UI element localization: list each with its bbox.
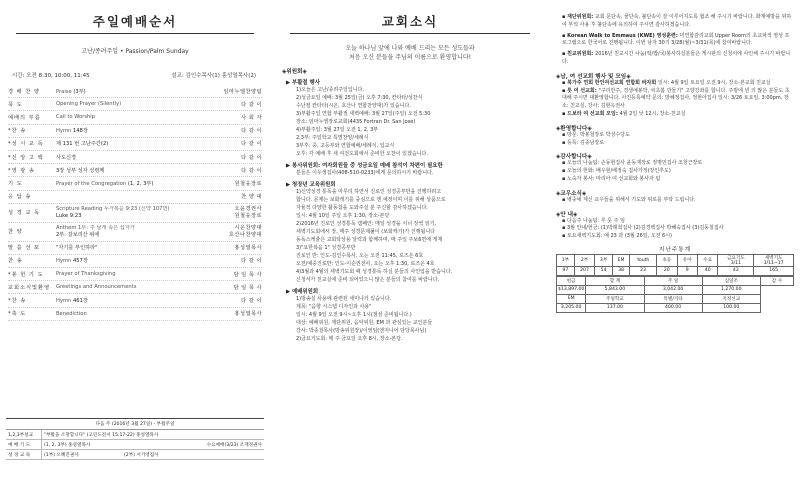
offering-header-cell: 감 사 bbox=[760, 276, 793, 285]
order-item-detail bbox=[56, 167, 204, 174]
leader-stack bbox=[204, 206, 262, 220]
order-detail-text: (3부) bbox=[71, 88, 86, 95]
order-item-detail bbox=[56, 140, 204, 147]
order-item-name: 말 씀 선 포 bbox=[8, 245, 40, 252]
attendance-header-date: 3/11 bbox=[730, 260, 742, 266]
attendance-header-cell bbox=[754, 254, 794, 266]
news-line: 분들은 이우생집사(408-510-0233)에게 문의하시기 바랍니다. bbox=[296, 170, 434, 176]
next-week-value: "부활을 소망합니다" (고린도전서 15:17-22) 홍성열목사 bbox=[44, 432, 159, 438]
news-item-heading: ▪ 드보라 여 선교회 모임: bbox=[562, 110, 620, 117]
offering-label: 헌금 bbox=[557, 276, 586, 285]
offering-header-row bbox=[557, 276, 794, 285]
order-item-detail bbox=[56, 101, 204, 107]
order-english-label: Hymn bbox=[56, 298, 72, 305]
title-divider bbox=[290, 33, 530, 34]
news-item bbox=[556, 176, 794, 184]
offering-table bbox=[556, 276, 794, 313]
news-line: 2,3부: 주일학교 특별찬양/세례식 bbox=[296, 135, 369, 141]
attendance-header-cell bbox=[718, 254, 754, 266]
attendance-table bbox=[556, 254, 794, 276]
worship-subtitle: 고난/종려주일 • Passion/Palm Sunday bbox=[81, 48, 189, 55]
news-paragraph bbox=[282, 169, 538, 177]
order-item-name: 기 도 bbox=[8, 180, 23, 187]
news-line: 3부후: 중, 고등부와 연합예배/세례식, 입교식 bbox=[296, 143, 395, 149]
news-item-text: ▪ 등록: 김종남장로 bbox=[562, 139, 605, 146]
preacher-info: 설교: 김인수목사(1) 홍성열목사(2) bbox=[171, 73, 256, 79]
welcome-line: 오늘 하나님 앞에 나와 예배 드리는 모든 성도들과 bbox=[345, 45, 475, 52]
news-continued-column bbox=[552, 0, 800, 486]
attendance-header-label: 새벽기도 bbox=[764, 255, 783, 261]
news-line: 새벽기도회에서 장, 매주 성경문제풀이 (보화캐기)가 진행됩니다 bbox=[296, 229, 436, 235]
attendance-header-cell bbox=[595, 254, 613, 266]
order-item-detail bbox=[56, 206, 204, 220]
order-item-detail bbox=[56, 154, 204, 161]
next-week-key: 1,2,3부설교 bbox=[6, 430, 42, 439]
news-item-text: ▪ 오늘의 나눔팀: 손동현집사 윤동재장로 정명민집사 조창근장로 bbox=[562, 160, 703, 167]
order-item-detail bbox=[56, 127, 204, 134]
order-leader: 다 같 이 bbox=[241, 141, 262, 148]
news-line: 장소: 임마누엘장로교회(4435 Fortran Dr. San Jose) bbox=[296, 119, 416, 125]
order-detail-line: 2부: 갈보리산 위에 bbox=[56, 231, 100, 238]
next-week-value: (1부) 오혜진권사 bbox=[44, 452, 79, 458]
attendance-value-cell: 54 bbox=[595, 266, 613, 275]
attendance-header-date: 3/11~17 bbox=[763, 260, 784, 266]
news-item-text: ▪ 오늘의 헌화: 배우현/배정숙 집사가정(장인추도) bbox=[562, 168, 671, 175]
next-week-row bbox=[6, 450, 264, 460]
news-line: 동독스케쥴은 교회탁상용 달력과 함께하며, 매 주일 주보6면에 게재 bbox=[296, 237, 443, 243]
attendance-header-label: EM bbox=[617, 257, 625, 263]
title-divider bbox=[16, 33, 254, 34]
attendance-header-label: 수요 bbox=[703, 258, 713, 264]
order-item-detail bbox=[56, 114, 204, 120]
order-item-name: 응 답 송 bbox=[8, 194, 32, 201]
section-heading: ◈남, 여 선교회 행사 및 모임◈ bbox=[556, 73, 631, 80]
offering-value-cell: 3,042.00 bbox=[644, 285, 702, 294]
attendance-header-cell bbox=[657, 254, 677, 266]
news-subheading: ▶ 예배위원회 bbox=[286, 289, 319, 295]
order-english-label: Anthem 1부: 주 날개 속은 십자가 bbox=[56, 224, 135, 231]
attendance-header-label: 금요기도 bbox=[726, 255, 745, 261]
order-english-label: Call to Worship bbox=[56, 114, 96, 121]
order-leader: 사 회 자 bbox=[241, 114, 262, 121]
news-line: 제목: "음향 시스템 디자인과 사용" bbox=[296, 304, 372, 310]
order-row bbox=[8, 98, 262, 111]
news-line: 자율적 다양한 활동참을 도와주실 분 주신할 감사하겠습니다. bbox=[296, 205, 428, 211]
attendance-header-cell bbox=[613, 254, 630, 266]
order-english-label: Prayer of Thanksgiving bbox=[56, 271, 116, 278]
news-line: 합니다. 문제는 보화캐기를 중심으로 엔 예정이며 이를 위해 상품으로 bbox=[296, 197, 446, 203]
next-week-row bbox=[6, 440, 264, 450]
order-item-name: 찬 양 bbox=[8, 229, 23, 236]
news-item bbox=[556, 140, 794, 148]
order-detail-stack bbox=[56, 225, 204, 239]
next-week-value: 수요예배(3/23) 조재경권사 bbox=[206, 442, 262, 448]
news-item bbox=[556, 225, 794, 233]
news-item bbox=[556, 160, 794, 168]
news-item bbox=[556, 88, 794, 111]
order-leader: 원철웅장로 bbox=[234, 180, 262, 187]
leader-line: 호산나찬양대 bbox=[228, 231, 262, 238]
offering-values-row bbox=[557, 285, 794, 294]
news-item bbox=[556, 14, 794, 30]
order-english-label: Benediction bbox=[56, 310, 87, 317]
attendance-header-label: 유아 bbox=[682, 258, 692, 264]
offering-header-cell: EM bbox=[557, 294, 586, 303]
news-body bbox=[282, 67, 538, 343]
order-row bbox=[8, 85, 262, 98]
news-item-heading: ▪ 룻 여 선교회: bbox=[562, 87, 599, 94]
news-item-text: 일시: 4월 9일 토요일 오전 9시, 장소-본교회 친교실 bbox=[657, 79, 771, 86]
offering-value-cell: $13,897.00 bbox=[558, 287, 585, 293]
order-leader: 다 같 이 bbox=[241, 258, 262, 265]
order-row bbox=[8, 223, 262, 242]
news-subheading: ▶ 봉사위원회: 여자회원들 중 성금요일 예배 참석이 차편이 필요한 bbox=[286, 163, 443, 169]
news-item bbox=[556, 132, 794, 140]
news-item bbox=[556, 168, 794, 176]
news-line: 2)금요기도회: 매 주 금요일 오후 8시, 장소-본당. bbox=[296, 336, 403, 342]
news-item-heading: ▪ Korean Walk to Emmaus (KWE) 영성훈련: bbox=[562, 32, 680, 39]
order-detail-text: "자기를 부인하라" bbox=[56, 245, 98, 252]
news-line: 3)부활주일 연합 부활절 새벽예배: 3월 27일(주일) 오전 5:30 bbox=[296, 111, 431, 117]
news-line: 수난절 칸타타(시온, 호산나 연합찬양대)가 있습니다. bbox=[296, 103, 411, 109]
attendance-value-cell: 38 bbox=[613, 266, 630, 275]
order-item-name: *축 도 bbox=[8, 311, 27, 318]
order-detail-text: 제 131 번 고난주간(2) bbox=[56, 141, 109, 148]
news-paragraph bbox=[282, 86, 538, 158]
news-line: 4)부활주일: 3월 27일 오전 1, 2, 3부 bbox=[296, 127, 379, 133]
welcome-line: 처음 오신 분들을 주님의 이름으로 환영합니다! bbox=[348, 54, 472, 61]
news-line: 일시: 4월 9일 오전 9시~오후 1시(점심 준비됩니다.) bbox=[296, 312, 412, 318]
news-line: 1)오늘은 고난/종려주일입니다. bbox=[296, 87, 364, 93]
news-item-text: ▪ 토요새벽기도회: 예 23 과 (3월 26일, 오전 6시) bbox=[562, 233, 672, 240]
order-leader: 다 같 이 bbox=[241, 298, 262, 305]
news-item bbox=[556, 33, 794, 49]
news-item-heading: ▪ 재단위원회: bbox=[562, 14, 596, 20]
news-line: 오전/예중진로반: 인도-이순권전사, 오는 오후 1:30, 로즈온 4호 bbox=[296, 261, 435, 267]
order-detail-text: 461장 bbox=[71, 298, 88, 305]
attendance-header-cell bbox=[557, 254, 575, 266]
welcome-message bbox=[282, 44, 538, 62]
order-leader: 홍성열목사 bbox=[234, 245, 262, 252]
order-detail-stack bbox=[56, 206, 204, 220]
news-item bbox=[556, 111, 794, 119]
news-line: 대상: 예배위원, 재단위원, 음악위원, EM 과 관심있는 교인분들 bbox=[296, 320, 433, 326]
order-row bbox=[8, 255, 262, 268]
attendance-header-cell bbox=[677, 254, 697, 266]
news-item-text: "구리만주, 경생예봉박, 씨초봄 만들기" 고양강좌를 합니다. 주방에 빈 의 많은 분들도 초대해 주시면 대환영합니다. 사진등록예약 문의: 방혜정집사, 정현아집사 일시: 3/26 토요일, 3:00pm, 장소: 친교실, 강사: 김현옥권사 bbox=[562, 87, 790, 110]
order-item-detail bbox=[56, 297, 204, 304]
order-item-detail bbox=[56, 271, 204, 277]
offering-header-cell: 주일학교 bbox=[586, 294, 644, 303]
order-english-label: Praise bbox=[56, 88, 72, 95]
order-detail-text: 457장 bbox=[71, 258, 88, 265]
order-english-label: Hymn bbox=[56, 258, 72, 265]
order-row bbox=[8, 125, 262, 138]
worship-title: 주일예배순서 bbox=[92, 14, 178, 29]
section-heading: ◈감사합니다◈ bbox=[556, 154, 592, 161]
leader-line: 원철웅장로 bbox=[234, 212, 262, 219]
order-row bbox=[8, 268, 262, 281]
news-item-heading: ▪ 친교위원회: bbox=[562, 51, 596, 58]
attendance-values-row bbox=[557, 266, 794, 275]
offering-value-cell: 137.00 bbox=[586, 303, 644, 312]
order-item-name: *성 시 교 독 bbox=[8, 141, 44, 148]
order-leader: 다 같 이 bbox=[241, 154, 262, 161]
order-row bbox=[8, 191, 262, 204]
order-detail-text: 사도신경 bbox=[56, 154, 77, 161]
attendance-value-cell: 165 bbox=[754, 266, 794, 275]
section-heading: ◈교우소식◈ bbox=[556, 190, 587, 197]
offering-value-cell: 400.00 bbox=[644, 303, 702, 312]
news-item-text: 교회 문단속, 물단속, 불단속이 잘 이루어지도록 협조 해 주시기 바랍니다. 화재예방을 위하여 부엌 사용 후 불단속에 유의하여 주시면 감사하겠습니다. bbox=[562, 14, 792, 28]
order-item-name: 경 배 찬 양 bbox=[8, 88, 40, 95]
order-item-detail bbox=[56, 244, 204, 251]
order-leader: 임마누엘찬양팀 bbox=[223, 88, 262, 95]
attendance-header-cell bbox=[697, 254, 717, 266]
order-english-label: Scripture Reading 누가복음 9:23 (신약 107면) bbox=[56, 205, 170, 212]
offering-values-row bbox=[557, 303, 794, 312]
order-detail-text: 148장 bbox=[71, 128, 88, 135]
offering-value-cell: 1,270.00 bbox=[702, 285, 760, 294]
attendance-value-cell: 20 bbox=[657, 266, 677, 275]
news-item bbox=[556, 51, 794, 67]
attendance-value-cell: 23 bbox=[630, 266, 657, 275]
order-english-label: Opening Prayer (Silently) bbox=[56, 101, 122, 108]
order-detail-text: 3장 성부 성자 성령께 bbox=[56, 167, 105, 174]
order-row bbox=[8, 138, 262, 151]
news-item-text: ▪ 3월 안내/헌금: (1)박래희집사 (2)김경백집사 박혜숙집사 (3)김동철집사 bbox=[562, 225, 724, 232]
offering-header-cell: 십일조 bbox=[702, 276, 760, 285]
order-item-name: 성 경 교 독 bbox=[8, 210, 40, 217]
church-news-column bbox=[276, 0, 544, 486]
order-leader: 다 같 이 bbox=[241, 128, 262, 135]
order-leader bbox=[204, 206, 262, 220]
next-week-value: (1, 2, 3부) 홍성열목사 bbox=[44, 442, 91, 448]
news-item-text: 미연합감리교회 Upper Room의 초교파적 영성 프로그램으로 한국어로 진행됩니다. 이번 남자 30기 3/28(월)~3/31(목)에 참여바랍니다. bbox=[562, 32, 790, 47]
order-row bbox=[8, 204, 262, 223]
news-item-text: 4월 2일 낮 12시, 장소-친교실 bbox=[619, 110, 686, 117]
order-detail-line: Luke 9:23 bbox=[56, 212, 82, 219]
leader-stack bbox=[204, 225, 262, 239]
next-week-title: 다음 주 (2016년 3월 27일) - 부활주일 bbox=[6, 419, 264, 430]
attendance-value-cell: 42 bbox=[718, 266, 754, 275]
news-line: 1)방송실 사용에 관련된 세미나가 있습니다. bbox=[296, 296, 392, 302]
news-line: 2)성금요일 예배: 3월 25일(금) 오후 7:30, 칸타타/성찬식 bbox=[296, 95, 423, 101]
order-leader: 담 임 목 사 bbox=[233, 284, 262, 291]
news-item-text: ▪ 노숙자 봉사: 마리아 여 선교회와 봉사자 팀 bbox=[562, 175, 661, 182]
news-title: 교회소식 bbox=[381, 14, 439, 29]
worship-order-column bbox=[0, 0, 268, 486]
attendance-value-cell: 207 bbox=[574, 266, 594, 275]
news-item-text: ▪ 다음주 나눔팀: 루 룻 주 임 bbox=[562, 217, 625, 224]
section-heading: ◈환영합니다◈ bbox=[556, 125, 592, 132]
news-paragraph bbox=[282, 188, 538, 284]
order-row bbox=[8, 242, 262, 255]
order-row bbox=[8, 151, 262, 164]
service-time: 시간: 오전 8:30, 10:00, 11:45 bbox=[12, 73, 90, 79]
order-row bbox=[8, 111, 262, 124]
order-leader: 담 임 목 사 bbox=[233, 271, 262, 278]
attendance-header-cell bbox=[574, 254, 594, 266]
section-heading: ◈위원회◈ bbox=[282, 69, 307, 75]
leader-line: 오윤경권사 bbox=[234, 205, 262, 212]
attendance-value-cell: 40 bbox=[697, 266, 717, 275]
order-english-label: Greetings and Announcements bbox=[56, 284, 137, 291]
order-item-detail bbox=[56, 88, 204, 95]
attendance-header-label: 2부 bbox=[580, 258, 589, 264]
news-item-text: ▪ 병중에 계신 교우들을 위해서 기도와 위로를 부탁 드립니다. bbox=[562, 196, 696, 203]
news-line: 신청서가 친교실에 준비 되어있으니 많은 분들의 참여를 바랍니다. bbox=[296, 277, 440, 283]
order-detail-text: (1, 2, 3부) bbox=[126, 180, 154, 187]
service-time-line bbox=[8, 71, 262, 79]
next-week-value: (2부) 서기영집사 bbox=[124, 452, 159, 458]
news-item bbox=[556, 197, 794, 205]
order-item-detail bbox=[56, 180, 204, 187]
order-leader bbox=[204, 225, 262, 239]
order-item-name: *찬 송 bbox=[8, 128, 27, 135]
order-english-label: Prayer of the Congregation bbox=[56, 180, 127, 187]
stats-title: 지난주통계 bbox=[658, 246, 692, 253]
attendance-header-label: Youth bbox=[636, 257, 650, 263]
order-item-detail bbox=[56, 257, 204, 264]
offering-header-cell: 합 계 bbox=[586, 276, 644, 285]
attendance-value-cell: 97 bbox=[557, 266, 575, 275]
order-item-detail bbox=[56, 284, 204, 290]
order-row bbox=[8, 164, 262, 177]
news-line: 일시: 4월 10일 주일 오후 1:30, 장소-본당 bbox=[296, 213, 390, 219]
order-item-name: 교회소식및환영 bbox=[8, 284, 51, 291]
attendance-header-label: 3부 bbox=[599, 258, 608, 264]
news-subheading: ▶ 부활절 행사 bbox=[286, 80, 320, 86]
order-item-name: *영 광 송 bbox=[8, 167, 35, 174]
order-row bbox=[8, 177, 262, 190]
news-line: 4)3월과 4월의 새벽기도회 때 성경통독 하실 분들의 사인업을 받습니다. bbox=[296, 269, 453, 275]
order-leader: 다 같 이 bbox=[241, 101, 262, 108]
next-week-key: 예 배 기 도 bbox=[6, 440, 42, 449]
news-line: 오후: 각 예배 후 새 여전도회에서 준비한 오찬이 있겠습니다. bbox=[296, 151, 428, 157]
order-leader: 찬 양 대 bbox=[241, 194, 262, 201]
order-item-name: 묵 도 bbox=[8, 101, 23, 108]
news-groups bbox=[556, 72, 794, 241]
news-item bbox=[556, 80, 794, 88]
news-item bbox=[556, 233, 794, 241]
attendance-header-label: 1부 bbox=[561, 258, 570, 264]
offering-header-cell: 특별/기타 bbox=[644, 294, 702, 303]
news-line: 1)신약성경 통독을 마무리 하면서 진로인 성경공부반을 진행하려고 bbox=[296, 189, 442, 195]
news-line: 2)2016년 진로인 성경통독 캠페인: 매일 성경을 서너 장씩 읽기, bbox=[296, 221, 437, 227]
news-item-heading: ▪ 북가주 연회 한인여선교회 연합회 바자회 bbox=[562, 79, 658, 86]
order-item-name: *봉 헌 기 도 bbox=[8, 271, 44, 278]
news-subheading: ▶ 청장년 교육위원회 bbox=[286, 182, 336, 188]
order-leader: 다 같 이 bbox=[241, 167, 262, 174]
news-paragraph bbox=[282, 295, 538, 343]
section-heading: ◈안 내◈ bbox=[556, 211, 578, 218]
news-item-text: ▪ 방문: 박봉철장로 박성수당도 bbox=[562, 131, 630, 138]
leader-line: 시온찬양대 bbox=[234, 224, 262, 231]
news-item-text: 2016년 친교시간 나눔(떡/밥/국/봉사하실분들은 게시판의 신청서에 사인해 주시기 바랍니다. bbox=[562, 51, 791, 65]
attendance-value-cell: 9 bbox=[677, 266, 697, 275]
offering-header-row bbox=[557, 294, 794, 303]
attendance-header-row bbox=[557, 254, 794, 266]
attendance-header-label: 초등 bbox=[662, 258, 672, 264]
offering-value-cell: 5,843.00 bbox=[586, 285, 644, 294]
offering-header-cell: 주 일 bbox=[644, 276, 702, 285]
next-week-row bbox=[6, 430, 264, 440]
order-item-name: *신 앙 고 백 bbox=[8, 154, 44, 161]
news-line: 강사: 박종철목사(방송위원장)/이영임(엔지니어 담당목사님) bbox=[296, 328, 427, 334]
order-row bbox=[8, 281, 262, 294]
order-english-label: Hymn bbox=[56, 128, 72, 135]
news-line: 진로인 반: 인도-김인수목사, 오는 오전 11:45, 로즈온 6호 bbox=[296, 253, 424, 259]
offering-value-cell: 100.00 bbox=[702, 303, 760, 312]
attendance-header-cell bbox=[630, 254, 657, 266]
news-line: 3)"요한복음 1" 성경공부반 bbox=[296, 245, 356, 251]
order-item-name: *찬 송 bbox=[8, 298, 27, 305]
next-week-box bbox=[6, 418, 264, 460]
order-item-name: 찬 송 bbox=[8, 258, 23, 265]
offering-value-cell: 3,205.00 bbox=[557, 303, 586, 312]
news-top-items bbox=[556, 14, 794, 67]
order-row bbox=[8, 308, 262, 321]
order-item-detail bbox=[56, 225, 204, 239]
next-week-key: 성 경 교 독 bbox=[6, 450, 42, 459]
order-of-worship bbox=[8, 85, 262, 321]
order-item-detail bbox=[56, 311, 204, 317]
order-leader: 홍성열목사 bbox=[234, 311, 262, 318]
order-item-name: 예배의 부름 bbox=[8, 114, 41, 121]
order-row bbox=[8, 294, 262, 307]
offering-header-cell: 지정선교 bbox=[702, 294, 760, 303]
